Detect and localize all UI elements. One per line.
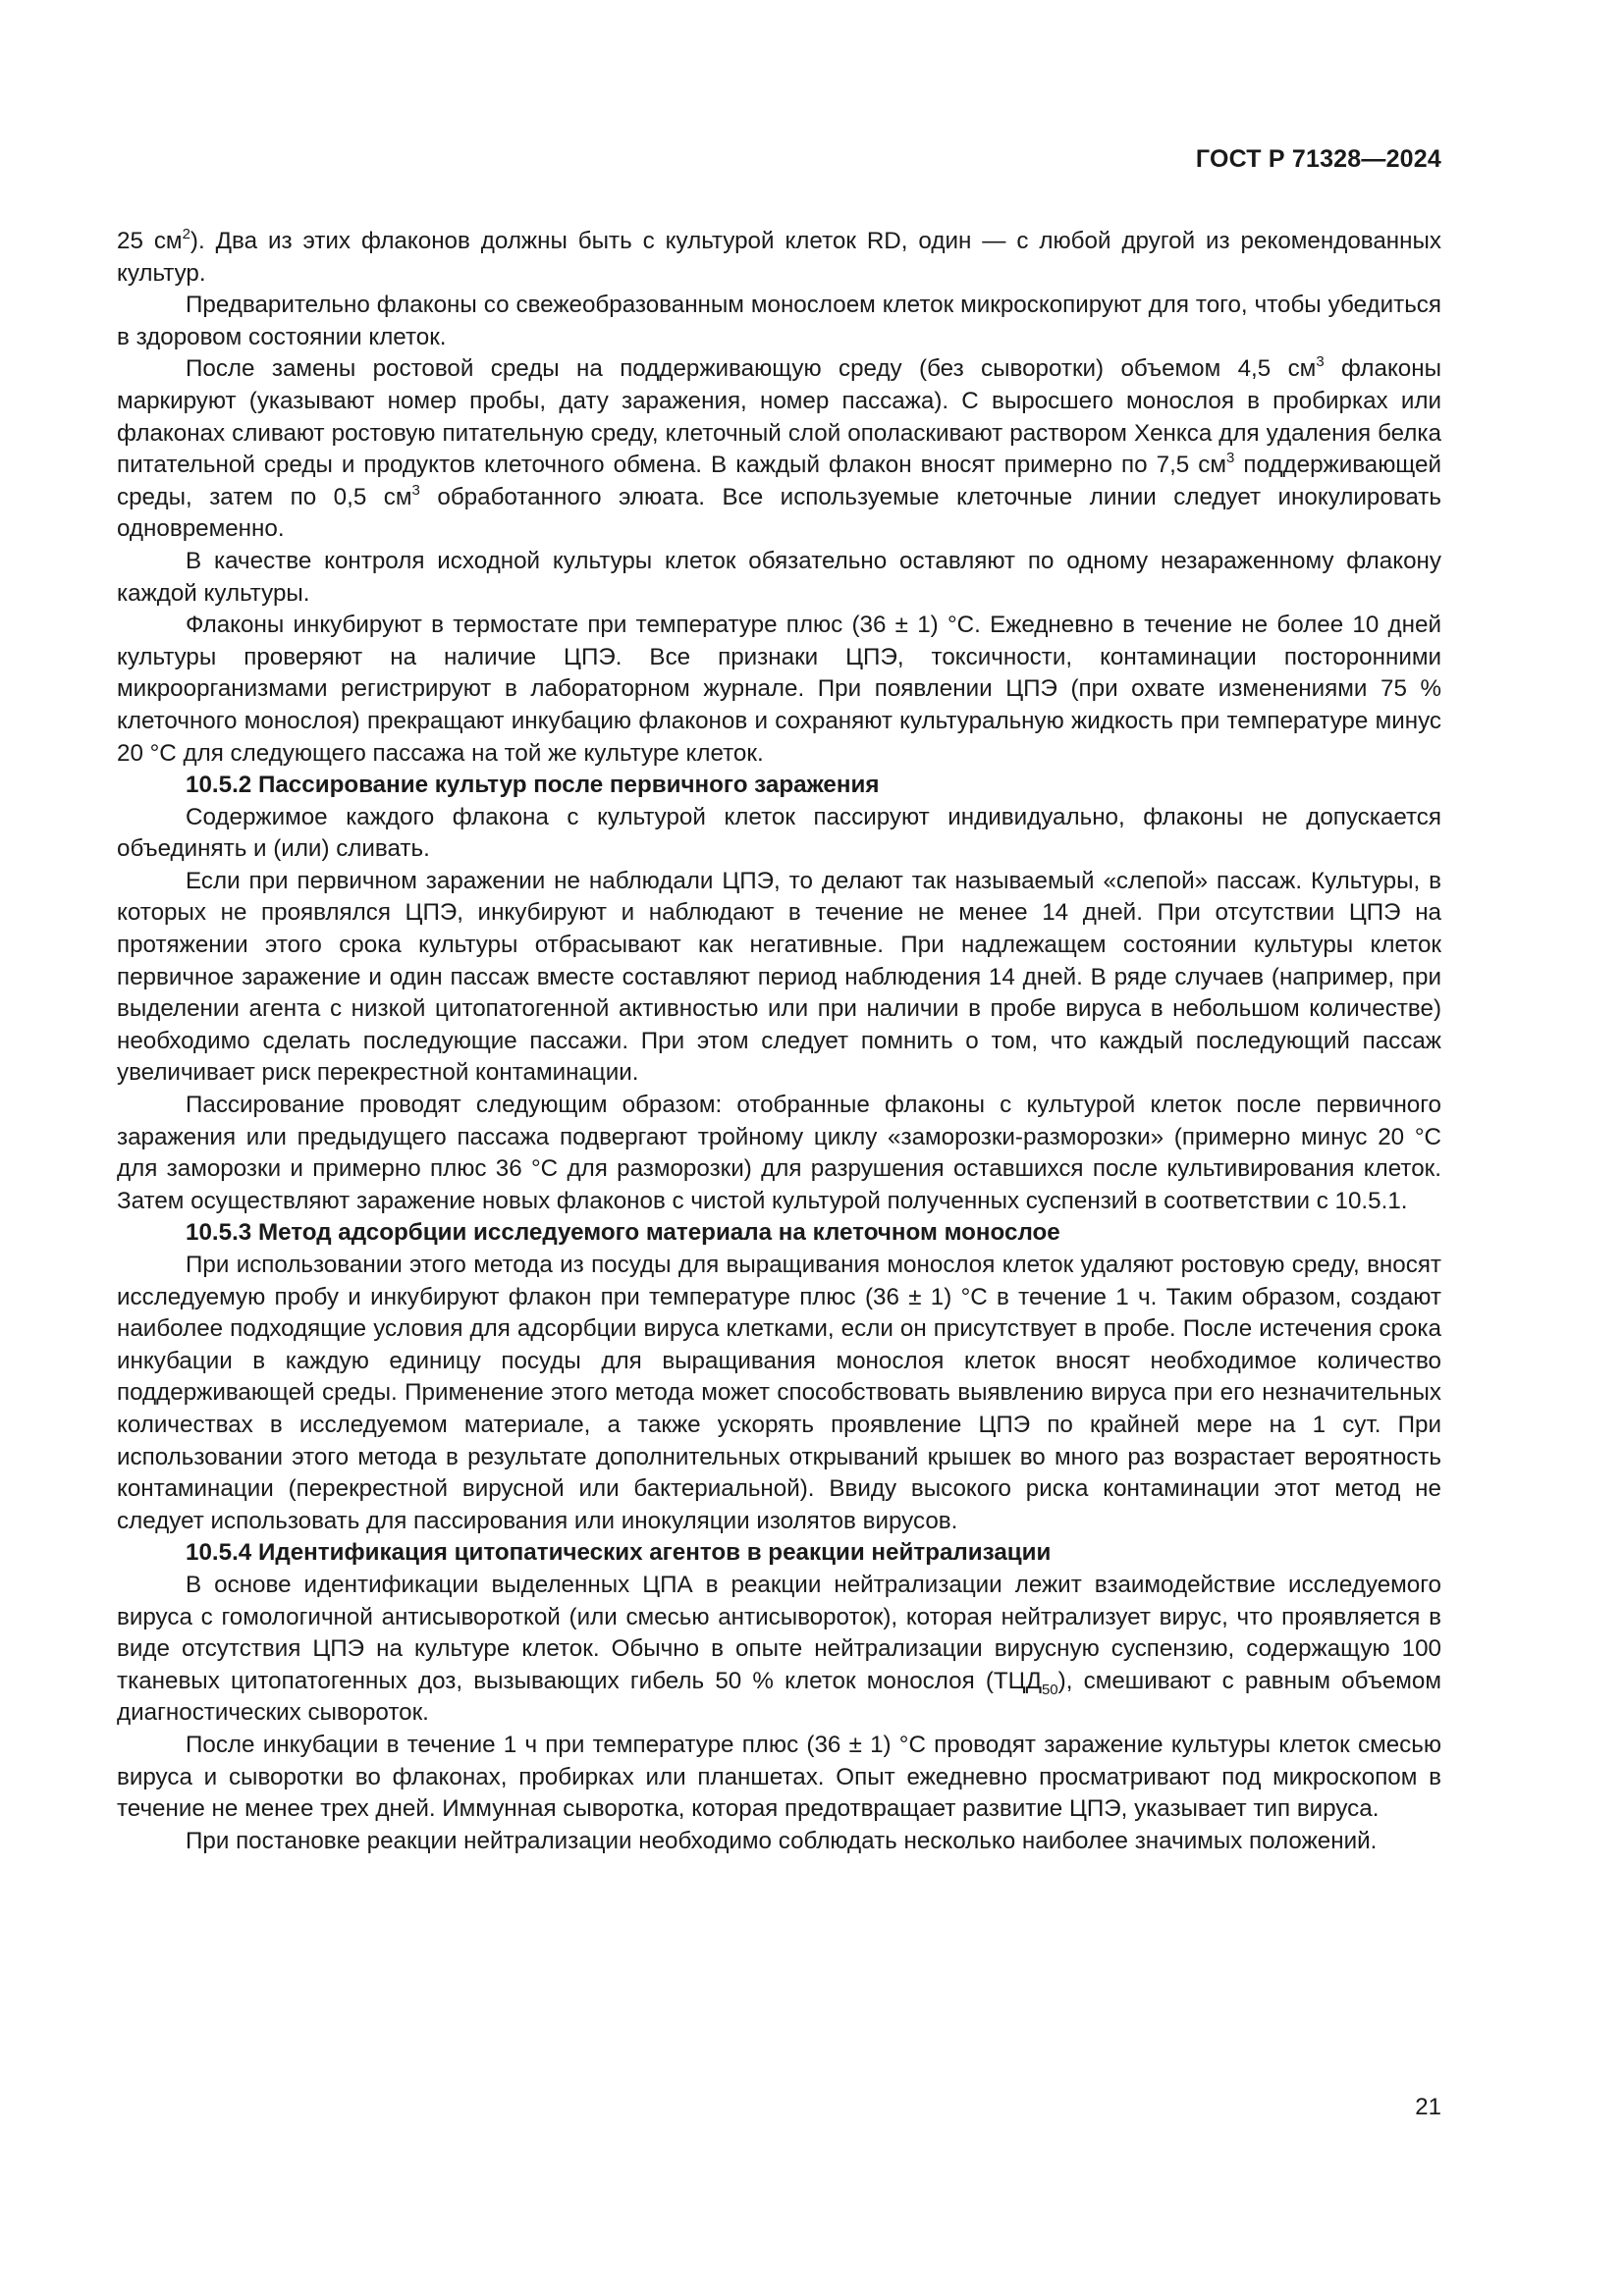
section-heading-10-5-4: 10.5.4 Идентификация цитопатических агентов в реакции нейтрализации <box>186 1539 1052 1567</box>
paragraph: При использовании этого метода из посуды для выращивания монослоя клеток удаляют ростовую среду, вносят исследуемую пробу и инкубируют флакон при температуре плюс (36 ± 1) °С в течение 1 ч. Таким образом, создают наиболее подходящие условия для адсорбции вируса клетками, если он присутствует в пробе. После истечения срока инкубации в каждую единицу посуды для выращивания монослоя клеток вносят необходимое количество поддерживающей среды. Применение этого метода может способствовать выявлению вируса при его незначительных количествах в исследуемом материале, а также ускорять проявление ЦПЭ по крайней мере на 1 сут. При использовании этого метода в результате дополнительных открываний крышек во много раз возрастает вероятность контаминации (перекрестной вирусной или бактериальной). Ввиду высокого риска контаминации этот метод не следует использовать для пассирования или инокуляции изолятов вирусов. <box>117 1252 1441 1534</box>
page-number: 21 <box>1415 2094 1441 2120</box>
paragraph-continuation: 25 $см^2$). Два из этих флаконов должны быть с культурой клеток RD, один — с любой другой из рекомендованных культур. <box>117 226 1441 287</box>
paragraph: Если при первичном заражении не наблюдали ЦПЭ, то делают так называемый «слепой» пассаж. Культуры, в которых не проявлялся ЦПЭ, инкубируют и наблюдают в течение не менее 14 дней. При отсутствии ЦПЭ на протяжении этого срока культуры отбрасывают как негативные. При надлежащем состоянии культуры клеток первичное заражение и один пассаж вместе составляют период наблюдения 14 дней. В ряде случаев (например, при выделении агента с низкой цитопатогенной активностью или при наличии в пробе вируса в небольшом количестве) необходимо сделать последующие пассажи. При этом следует помнить о том, что каждый последующий пассаж увеличивает риск перекрестной контаминации. <box>117 867 1441 1087</box>
paragraph: Пассирование проводят следующим образом: отобранные флаконы с культурой клеток после первичного заражения или предыдущего пассажа подвергают тройному циклу «заморозки-разморозки» (примерно минус 20 °С для заморозки и примерно плюс 36 °С для разморозки) для разрушения оставшихся после культивирования клеток. Затем осуществляют заражение новых флаконов с чистой культурой полученных суспензий в соответствии с 10.5.1. <box>117 1092 1441 1214</box>
document-body <box>117 226 1441 1857</box>
paragraph: Предварительно флаконы со свежеобразованным монослоем клеток микроскопируют для того, чтобы убедиться в здоровом состоянии клеток. <box>117 292 1441 350</box>
paragraph: После замены ростовой среды на поддерживающую среду (без сыворотки) объемом 4,5 $см^3$ флаконы маркируют (указывают номер пробы, дату заражения, номер пассажа). С выросшего монослоя в пробирках или флаконах сливают ростовую питательную среду, клеточный слой ополаскивают раствором Хенкса для удаления белка питательной среды и продуктов клеточного обмена. В каждый флакон вносят примерно по 7,5 $см^3$ поддерживающей среды, затем по 0,5 $см^3$ обработанного элюата. Все используемые клеточные линии следует инокулировать одновременно. <box>117 353 1441 543</box>
paragraph: В основе идентификации выделенных ЦПА в реакции нейтрализации лежит взаимодействие исследуемого вируса с гомологичной антисывороткой (или смесью антисывороток), которая нейтрализует вирус, что проявляется в виде отсутствия ЦПЭ на культуре клеток. Обычно в опыте нейтрализации вирусную суспензию, содержащую 100 тканевых цитопатогенных доз, вызывающих гибель 50 % клеток монослоя $(ТЦД_{50})$, смешивают с равным объемом диагностических сывороток. <box>117 1571 1441 1727</box>
paragraph: Флаконы инкубируют в термостате при температуре плюс (36 ± 1) °С. Ежедневно в течение не более 10 дней культуры проверяют на наличие ЦПЭ. Все признаки ЦПЭ, токсичности, контаминации посторонними микроорганизмами регистрируют в лабораторном журнале. При появлении ЦПЭ (при охвате изменениями 75 % клеточного монослоя) прекращают инкубацию флаконов и сохраняют культуральную жидкость при температуре минус 20 °С для следующего пассажа на той же культуре клеток. <box>117 612 1441 767</box>
paragraph: После инкубации в течение 1 ч при температуре плюс (36 ± 1) °С проводят заражение культуры клеток смесью вируса и сыворотки во флаконах, пробирках или планшетах. Опыт ежедневно просматривают под микроскопом в течение не менее трех дней. Иммунная сыворотка, которая предотвращает развитие ЦПЭ, указывает тип вируса. <box>117 1731 1441 1823</box>
paragraph: В качестве контроля исходной культуры клеток обязательно оставляют по одному незараженному флакону каждой культуры. <box>117 547 1441 607</box>
paragraph: При постановке реакции нейтрализации необходимо соблюдать несколько наиболее значимых положений. <box>186 1827 1378 1854</box>
paragraph: Содержимое каждого флакона с культурой клеток пассируют индивидуально, флаконы не допускается объединять и (или) сливать. <box>117 803 1441 863</box>
document-standard-code: ГОСТ Р 71328—2024 <box>1195 145 1441 173</box>
section-heading-10-5-3: 10.5.3 Метод адсорбции исследуемого материала на клеточном монослое <box>186 1219 1060 1247</box>
section-heading-10-5-2: 10.5.2 Пассирование культур после первичного заражения <box>186 772 880 799</box>
